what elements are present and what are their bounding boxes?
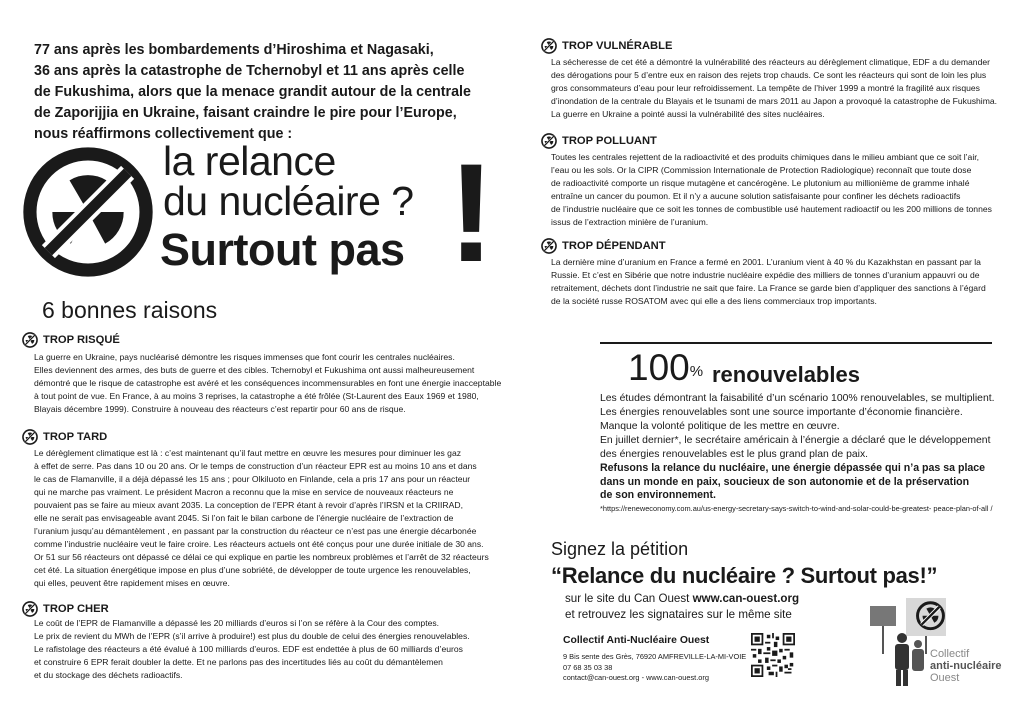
headline-line1: la relance (163, 138, 336, 184)
qr-code[interactable] (751, 633, 795, 677)
body-line: qui ne marche pas vraiment. Le président Macron a reconnu que la mise en service de nouveaux réacteurs ne (34, 487, 454, 497)
headline-line2: du nucléaire ? (163, 178, 414, 224)
section-body-dependant (551, 256, 986, 308)
body-line: démontré que le risque de catastrophe est avéré et les conséquences incommensurables en font une énergie inacceptable (34, 378, 502, 388)
section-title: TROP POLLUANT (562, 135, 657, 147)
body-line: le cas de Flamanville, il a déjà dépassé les 15 ans ; pour Olkiluoto en Finlande, cela a pris 17 ans pour un réacteur (34, 474, 471, 484)
section-heading-vulnerable (541, 38, 672, 54)
intro-line: de Fukushima, alors que la menace grandit autour de la centrale (34, 84, 471, 100)
logo-text-line2: anti-nucléaire (930, 660, 1002, 672)
section-heading-cher (22, 601, 109, 617)
no-nuclear-icon (22, 146, 154, 278)
section-body-tard (34, 447, 489, 590)
section-heading-polluant (541, 133, 657, 149)
section-heading-dependant (541, 238, 666, 254)
body-line: Les énergies renouvelables sont une source importante d’économie financière. (600, 407, 963, 418)
section-title: TROP DÉPENDANT (562, 240, 666, 252)
section-body-risque (34, 351, 501, 416)
intro-text (34, 40, 494, 145)
section-title: TROP VULNÉRABLE (562, 40, 673, 52)
logo-text-line1: Collectif (930, 648, 970, 660)
intro-line: 77 ans après les bombardements d’Hiroshima et Nagasaki, (34, 42, 434, 58)
footnote-link[interactable]: *https://reneweconomy.com.au/us-energy-secretary-says-switch-to-wind-and-solar-could-be-greatest- peace-plan-of-all / (600, 504, 993, 513)
headline-line3: Surtout pas (160, 224, 405, 275)
logo-text-line3: Ouest (930, 672, 960, 684)
body-line: Blayais décembre 1999). Construire à nouveau des réacteurs c’est repartir pour 60 ans de risque. (34, 404, 406, 414)
renewables-call (600, 462, 985, 503)
body-line: gros consommateurs d’eau pour leur refroidissement. La tempête de l’hiver 1999 a montré la fragilité aux risques (551, 83, 980, 93)
body-line: Toutes les centrales rejettent de la radioactivité et des produits chimiques dans le milieu ambiant que ce soit l’air, (551, 152, 980, 162)
body-line: comme l’industrie nucléaire veut le faire croire. Les réacteurs actuels ont été conçus pour une durée initiale de 30 ans. (34, 539, 484, 549)
body-line: pouvaient pas se faire au mieux avant 2035. La conception de l’EPR étant à revoir d’après l’IRSN et la CRIIRAD, (34, 500, 463, 510)
reasons-title: 6 bonnes raisons (42, 297, 218, 323)
body-line: des dérogations pour 5 d’entre eux en raison des rejets trop chauds. Ce sont les réacteurs qui sont de loin les plus (551, 70, 987, 80)
headline-exclamation: ! (448, 134, 495, 291)
body-line: entraîne un cancer du poumon. Et il n’y a aucune solution satisfaisante pour confiner les déchets radioactifs (551, 191, 961, 201)
body-line: Le rafistolage des réacteurs a été évalué à 100 milliards d’euros. EDF est endettée à plus de 60 milliards d’euros (34, 644, 463, 654)
body-line: de la société russe ROSATOM avec qui elle a des liens commerciaux trop importants. (551, 296, 877, 306)
body-line: Le coût de l’EPR de Flamanville a dépassé les 20 milliards d’euros si l’on se réfère à la Cour des comptes. (34, 618, 440, 628)
section-title: TROP RISQUÉ (43, 334, 120, 346)
body-line: cet été. La situation énergétique impose en plus d’une sobriété, de développer de toute urgence les renouvelables, (34, 565, 471, 575)
body-line: En juillet dernier*, le secrétaire américain à l’énergie a déclaré que le développement (600, 435, 991, 446)
section-heading-tard (22, 429, 107, 445)
body-line: Or 51 sur 56 réacteurs ont dépassé ce délai ce qui explique en partie les nombreux problèmes et l’arrêt de 32 réacteurs (34, 552, 489, 562)
renewables-body (600, 392, 995, 462)
no-nuclear-icon (541, 238, 557, 254)
collective-address (563, 652, 746, 684)
renewables-title: renouvelables (712, 362, 860, 387)
no-nuclear-icon (22, 601, 38, 617)
section-title: TROP CHER (43, 603, 109, 615)
bold-line: de son environnement. (600, 489, 716, 501)
no-nuclear-icon (22, 332, 38, 348)
body-line: de l’industrie nucléaire que ce soit les tonnes de combustible usé hautement radioactif ou les 200 millions de tonnes (551, 204, 992, 214)
body-line: Manque la volonté politique de les mettre en œuvre. (600, 421, 840, 432)
body-line: Le prix de revient du MWh de l’EPR (s’il arrive à produire!) est plus du double de celui des énergies renouvelables. (34, 631, 470, 641)
section-body-vulnerable (551, 56, 997, 121)
body-line: La guerre en Ukraine, pays nucléarisé démontre les risques immenses que font courir les centrales nucléaires. (34, 352, 455, 362)
renewables-percent (628, 348, 703, 388)
body-line: Les études démontrant la faisabilité d’un scénario 100% renouvelables, se multiplient. (600, 393, 995, 404)
intro-line: de Zaporijjia en Ukraine, faisant craindre le pire pour l’Europe, (34, 105, 457, 121)
section-body-polluant (551, 151, 992, 229)
bold-line: Refusons la relance du nucléaire, une énergie dépassée qui n’a pas sa place (600, 462, 986, 474)
body-line: et construire 6 EPR ferait doubler la dette. Et ne parlons pas des incertitudes liés au coût du démantèlemen (34, 657, 443, 667)
contact-link[interactable]: contact@can-ouest.org - www.can-ouest.org (563, 673, 709, 682)
no-nuclear-icon (541, 133, 557, 149)
body-line: qui elles, peuvent être rapidement mises en œuvre. (34, 578, 230, 588)
percent-sign: % (689, 363, 704, 380)
body-line: La dernière mine d’uranium en France a fermé en 2001. L’uranium vient à 40 % du Kazakhstan en passant par la (551, 257, 981, 267)
petition-heading: Signez la pétition (551, 539, 689, 559)
body-line: La guerre en Ukraine a pointé aussi la vulnérabilité des sites nucléaires. (551, 109, 825, 119)
section-title: TROP TARD (43, 431, 108, 443)
body-line: de radioactivité comporte un risque mutagène et cancérogène. Le plutonium au millionième de gramme inhalé (551, 178, 970, 188)
body-line: d’inondation de la centrale du Blayais et le tsunami de mars 2011 au Japon a provoqué la catastrophe de Fukushima. (551, 96, 998, 106)
intro-line: nous réaffirmons collectivement que : (34, 126, 293, 142)
intro-line: 36 ans après la catastrophe de Tchernobyl et 11 ans après celle (34, 63, 465, 79)
address-line: 07 68 35 03 38 (563, 662, 613, 672)
body-line: Le dérèglement climatique est là : c’est maintenant qu’il faut mettre en œuvre les mesures pour diminuer les gaz (34, 448, 462, 458)
collective-name: Collectif Anti-Nucléaire Ouest (563, 635, 710, 646)
petition-signers-line: et retrouvez les signataires sur le même site (565, 608, 792, 621)
body-line: issus de l’extraction minière de l’uranium. (551, 217, 709, 227)
body-line: à effet de serre. Pas dans 10 ou 20 ans. Or le temps de construction d’un réacteur EPR est au moins 10 ans et dans (34, 461, 477, 471)
section-body-cher (34, 617, 470, 682)
body-line: et du stockage des déchets radioactifs. (34, 670, 183, 680)
no-nuclear-icon (541, 38, 557, 54)
body-line: Elles deviennent des armes, des buts de guerre et des cibles. Tchernobyl et Fukushima ont aussi malheureusement (34, 365, 475, 375)
body-line: elle ne serait pas envisageable avant 2045. Si l’on fait le bilan carbone de l’énergie nucléaire de l’extraction de (34, 513, 454, 523)
no-nuclear-icon (22, 429, 38, 445)
body-line: La sécheresse de cet été a démontré la vulnérabilité des réacteurs au dérèglement climatique, EDF a du demander (551, 57, 991, 67)
bold-line: dans un monde en paix, soucieux de son autonomie et de la préservation (600, 475, 970, 488)
petition-site-prefix: sur le site du Can Ouest (565, 592, 693, 605)
body-line: Russie. Et c’est en Sibérie que notre industrie nucléaire expédie des milliers de tonnes d’uranium appauvri ou de (551, 270, 980, 280)
body-line: retraitement, déchets dont l’industrie ne sait que faire. La France se garde bien d’appliquer des sanctions à l’égard (551, 283, 986, 293)
body-line: l’eau ou les sols. Or la CIPR (Commission Internationale de Protection Radiologique) reconnaît que toute dose (551, 165, 972, 175)
petition-site-line (565, 592, 799, 605)
body-line: l’uranium jusqu’au démantèlement , en passant par la construction du réacteur ce n’est pas une énergie décarbonée (34, 526, 477, 536)
body-line: des énergies renouvelables est le plus grand plan de paix. (600, 449, 869, 460)
petition-title: “Relance du nucléaire ? Surtout pas!” (551, 563, 938, 588)
petition-site-link[interactable]: www.can-ouest.org (692, 592, 800, 605)
body-line: à tout point de vue. En France, à au moins 3 reprises, la catastrophe a été frôlée (St-Laurent des Eaux 1969 et 1980, (34, 391, 479, 401)
address-line: 9 Bis sente des Grès, 76920 AMFREVILLE-LA-MI-VOIE (563, 652, 747, 661)
section-heading-risque (22, 332, 120, 348)
percent-value: 100 (628, 347, 690, 388)
